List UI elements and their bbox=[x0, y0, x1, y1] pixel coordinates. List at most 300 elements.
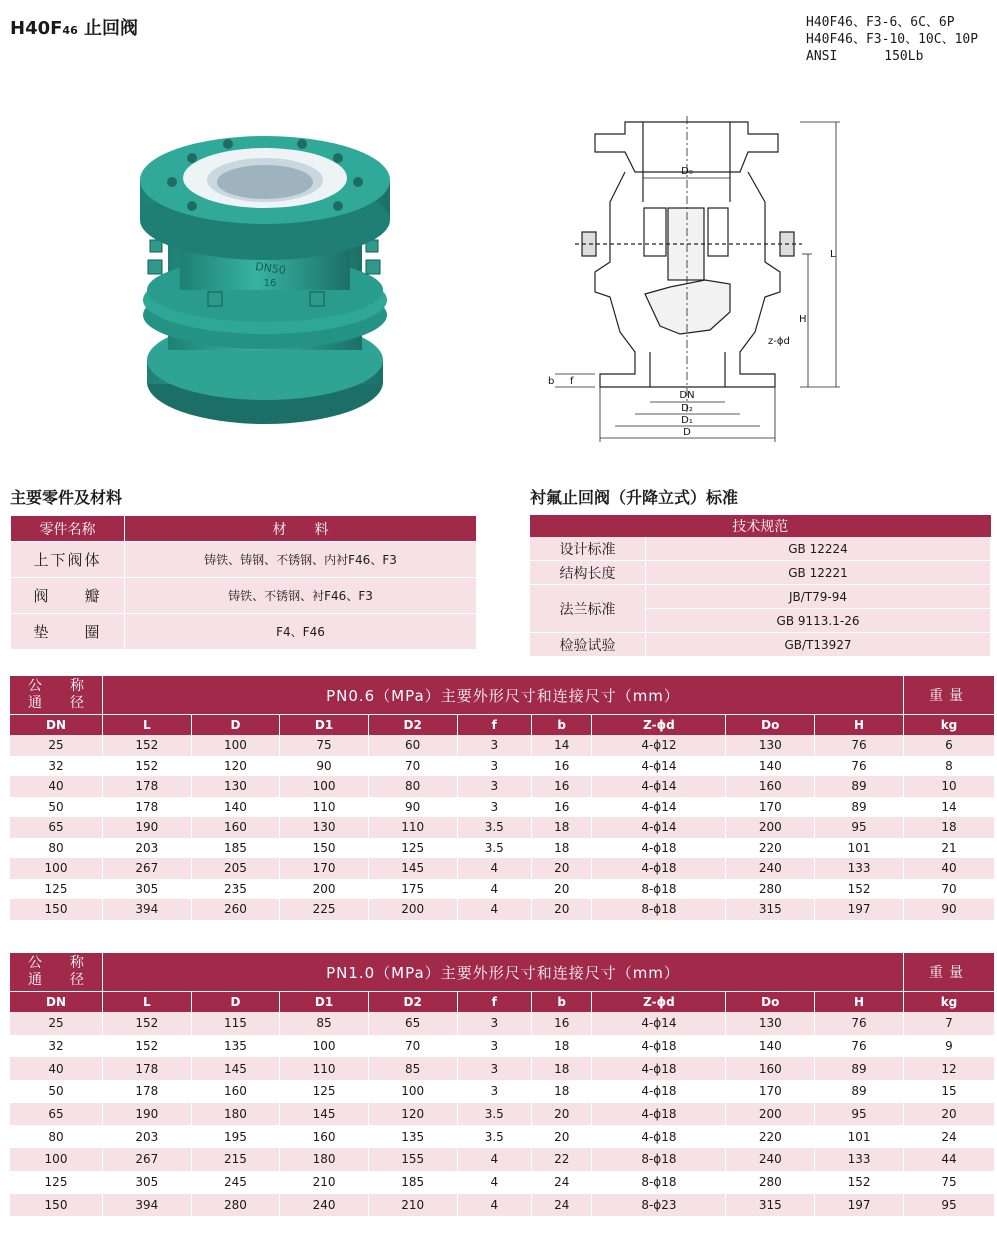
title-subscript: 46 bbox=[62, 24, 78, 37]
column-header: Do bbox=[726, 715, 815, 736]
table-cell: 178 bbox=[103, 797, 192, 818]
table-cell: 18 bbox=[532, 838, 592, 859]
table-cell: 280 bbox=[191, 1194, 280, 1217]
photo-pn-mark: 16 bbox=[263, 278, 277, 289]
dimension-table-pn06 bbox=[10, 676, 995, 920]
table-cell: 101 bbox=[815, 838, 904, 859]
table-cell: 4-ϕ18 bbox=[592, 1103, 726, 1126]
table-cell: 100 bbox=[191, 735, 280, 756]
table-cell: 40 bbox=[904, 858, 995, 879]
table-cell: 110 bbox=[280, 797, 369, 818]
table-cell: 120 bbox=[191, 756, 280, 777]
table-cell: 152 bbox=[103, 735, 192, 756]
table-row bbox=[10, 879, 995, 900]
table-cell: 3 bbox=[457, 735, 532, 756]
standards-section-title: 衬氟止回阀（升降立式）标准 bbox=[530, 488, 739, 507]
table-cell: 220 bbox=[726, 1125, 815, 1148]
table-cell: 260 bbox=[191, 899, 280, 920]
table-cell: 110 bbox=[368, 817, 457, 838]
table-cell: 100 bbox=[280, 1035, 369, 1058]
table-cell: 89 bbox=[815, 797, 904, 818]
parts-header-name: 零件名称 bbox=[11, 516, 125, 542]
model-list bbox=[806, 14, 978, 65]
table-cell: 3 bbox=[457, 776, 532, 797]
table-cell: 235 bbox=[191, 879, 280, 900]
column-header: L bbox=[103, 715, 192, 736]
table-cell: 160 bbox=[191, 817, 280, 838]
table-cell: 3.5 bbox=[457, 817, 532, 838]
table-cell: 8-ϕ18 bbox=[592, 1171, 726, 1194]
weight-header: 重量 bbox=[904, 953, 995, 992]
table-cell: 85 bbox=[280, 1012, 369, 1035]
parts-section-title: 主要零件及材料 bbox=[10, 488, 123, 507]
table-row bbox=[10, 797, 995, 818]
label-d2: D₂ bbox=[681, 403, 693, 414]
table-cell: 152 bbox=[815, 879, 904, 900]
label-h: H bbox=[799, 314, 807, 325]
parts-table bbox=[10, 515, 477, 650]
table-cell: 152 bbox=[103, 756, 192, 777]
table-row bbox=[10, 1012, 995, 1035]
table-cell: 3 bbox=[457, 756, 532, 777]
table-cell: 197 bbox=[815, 899, 904, 920]
table-cell: 16 bbox=[532, 797, 592, 818]
table-cell: 50 bbox=[10, 797, 103, 818]
table-row bbox=[10, 735, 995, 756]
table-cell: 240 bbox=[726, 1148, 815, 1171]
table-cell: 14 bbox=[904, 797, 995, 818]
table-cell: 80 bbox=[10, 838, 103, 859]
label-b: b bbox=[548, 376, 555, 387]
table-cell: 95 bbox=[904, 1194, 995, 1217]
table-cell: 4 bbox=[457, 1194, 532, 1217]
label-f: f bbox=[570, 376, 574, 387]
column-header: D1 bbox=[280, 992, 369, 1013]
table-cell: 200 bbox=[368, 899, 457, 920]
table-row bbox=[10, 858, 995, 879]
table-row bbox=[10, 1103, 995, 1126]
table-cell: 3.5 bbox=[457, 838, 532, 859]
label-zd: z-ϕd bbox=[768, 336, 790, 347]
part-material: F4、F46 bbox=[125, 614, 477, 650]
table-cell: 95 bbox=[815, 1103, 904, 1126]
column-header: L bbox=[103, 992, 192, 1013]
page-title bbox=[10, 14, 138, 40]
table-cell: 145 bbox=[280, 1103, 369, 1126]
table-cell: 3 bbox=[457, 1057, 532, 1080]
nominal-diameter-header bbox=[10, 676, 103, 715]
column-header: D1 bbox=[280, 715, 369, 736]
table-row bbox=[10, 899, 995, 920]
model-line: H40F46、F3-10、10C、10P bbox=[806, 32, 979, 47]
table-cell: 130 bbox=[726, 1012, 815, 1035]
title-suffix: 止回阀 bbox=[77, 18, 139, 39]
table-cell: 75 bbox=[904, 1171, 995, 1194]
table-cell: 8 bbox=[904, 756, 995, 777]
table-cell: 135 bbox=[191, 1035, 280, 1058]
table-cell: 3.5 bbox=[457, 1125, 532, 1148]
table-row bbox=[10, 1171, 995, 1194]
table-cell: 3 bbox=[457, 1012, 532, 1035]
column-header: b bbox=[532, 992, 592, 1013]
model-line: ANSI 150Lb bbox=[806, 49, 924, 64]
table-cell: 120 bbox=[368, 1103, 457, 1126]
table-cell: 65 bbox=[10, 817, 103, 838]
table-cell: 70 bbox=[368, 1035, 457, 1058]
table-cell: 180 bbox=[191, 1103, 280, 1126]
table-cell: 185 bbox=[368, 1171, 457, 1194]
table-cell: 20 bbox=[532, 879, 592, 900]
table-cell: 8-ϕ18 bbox=[592, 899, 726, 920]
table-cell: 245 bbox=[191, 1171, 280, 1194]
table-cell: 3.5 bbox=[457, 1103, 532, 1126]
table-cell: 267 bbox=[103, 1148, 192, 1171]
table-cell: 24 bbox=[532, 1171, 592, 1194]
table-cell: 170 bbox=[726, 1080, 815, 1103]
column-header: kg bbox=[904, 715, 995, 736]
table-cell: 16 bbox=[532, 1012, 592, 1035]
column-headers bbox=[10, 992, 995, 1013]
table-cell: 155 bbox=[368, 1148, 457, 1171]
table-cell: 160 bbox=[280, 1125, 369, 1148]
table-cell: 18 bbox=[532, 1035, 592, 1058]
table-row bbox=[11, 542, 477, 578]
table-row bbox=[530, 633, 991, 657]
standards-table bbox=[530, 515, 991, 657]
column-header: DN bbox=[10, 992, 103, 1013]
table-row bbox=[10, 1057, 995, 1080]
table-row bbox=[10, 1035, 995, 1058]
standard-value: GB 12224 bbox=[646, 537, 991, 561]
table-cell: 76 bbox=[815, 1012, 904, 1035]
table-cell: 101 bbox=[815, 1125, 904, 1148]
table-cell: 140 bbox=[726, 756, 815, 777]
table-cell: 89 bbox=[815, 1080, 904, 1103]
dimension-span-title: PN1.0（MPa）主要外形尺寸和连接尺寸（mm） bbox=[103, 953, 904, 992]
table-cell: 4-ϕ18 bbox=[592, 1080, 726, 1103]
table-cell: 145 bbox=[368, 858, 457, 879]
table-cell: 32 bbox=[10, 1035, 103, 1058]
table-cell: 18 bbox=[532, 1080, 592, 1103]
table-cell: 4 bbox=[457, 879, 532, 900]
table-row bbox=[10, 776, 995, 797]
label-d: D bbox=[683, 427, 691, 438]
table-cell: 76 bbox=[815, 756, 904, 777]
table-cell: 190 bbox=[103, 817, 192, 838]
column-header: D bbox=[191, 715, 280, 736]
table-cell: 22 bbox=[532, 1148, 592, 1171]
table-cell: 305 bbox=[103, 879, 192, 900]
table-cell: 152 bbox=[815, 1171, 904, 1194]
table-cell: 4-ϕ14 bbox=[592, 797, 726, 818]
column-header: D2 bbox=[368, 715, 457, 736]
standard-name: 检验试验 bbox=[530, 633, 646, 657]
table-cell: 76 bbox=[815, 1035, 904, 1058]
table-cell: 85 bbox=[368, 1057, 457, 1080]
column-headers bbox=[10, 715, 995, 736]
table-cell: 197 bbox=[815, 1194, 904, 1217]
table-cell: 140 bbox=[191, 797, 280, 818]
part-name: 阀 瓣 bbox=[11, 578, 125, 614]
table-cell: 210 bbox=[368, 1194, 457, 1217]
part-material: 铸铁、铸钢、不锈钢、内衬F46、F3 bbox=[125, 542, 477, 578]
table-cell: 65 bbox=[10, 1103, 103, 1126]
table-cell: 90 bbox=[368, 797, 457, 818]
table-cell: 89 bbox=[815, 1057, 904, 1080]
column-header: H bbox=[815, 992, 904, 1013]
table-cell: 315 bbox=[726, 899, 815, 920]
nominal-top: 公 称 bbox=[28, 678, 84, 694]
weight-header: 重量 bbox=[904, 676, 995, 715]
table-cell: 135 bbox=[368, 1125, 457, 1148]
table-cell: 205 bbox=[191, 858, 280, 879]
part-name: 上下阀体 bbox=[11, 542, 125, 578]
table-cell: 160 bbox=[191, 1080, 280, 1103]
standard-name: 设计标准 bbox=[530, 537, 646, 561]
table-cell: 100 bbox=[10, 1148, 103, 1171]
table-cell: 90 bbox=[280, 756, 369, 777]
table-row bbox=[530, 585, 991, 609]
column-header: Z-ϕd bbox=[592, 715, 726, 736]
standards-header: 技术规范 bbox=[530, 515, 991, 537]
table-cell: 125 bbox=[280, 1080, 369, 1103]
table-cell: 20 bbox=[532, 1125, 592, 1148]
table-row bbox=[10, 1080, 995, 1103]
part-material: 铸铁、不锈钢、衬F46、F3 bbox=[125, 578, 477, 614]
column-header: DN bbox=[10, 715, 103, 736]
table-cell: 8-ϕ23 bbox=[592, 1194, 726, 1217]
table-row bbox=[530, 537, 991, 561]
table-cell: 160 bbox=[726, 1057, 815, 1080]
table-cell: 65 bbox=[368, 1012, 457, 1035]
table-cell: 140 bbox=[726, 1035, 815, 1058]
dimension-body bbox=[10, 735, 995, 920]
table-cell: 170 bbox=[726, 797, 815, 818]
table-cell: 110 bbox=[280, 1057, 369, 1080]
table-cell: 4-ϕ18 bbox=[592, 1057, 726, 1080]
table-cell: 76 bbox=[815, 735, 904, 756]
photo-dn-mark: DN50 bbox=[254, 259, 287, 278]
table-cell: 70 bbox=[904, 879, 995, 900]
column-header: f bbox=[457, 992, 532, 1013]
table-cell: 95 bbox=[815, 817, 904, 838]
table-cell: 40 bbox=[10, 776, 103, 797]
table-cell: 200 bbox=[280, 879, 369, 900]
table-cell: 152 bbox=[103, 1012, 192, 1035]
table-cell: 14 bbox=[532, 735, 592, 756]
table-cell: 80 bbox=[368, 776, 457, 797]
table-row bbox=[10, 1125, 995, 1148]
column-header: b bbox=[532, 715, 592, 736]
table-cell: 185 bbox=[191, 838, 280, 859]
column-header: f bbox=[457, 715, 532, 736]
table-cell: 170 bbox=[280, 858, 369, 879]
table-cell: 24 bbox=[904, 1125, 995, 1148]
table-cell: 100 bbox=[10, 858, 103, 879]
table-cell: 18 bbox=[904, 817, 995, 838]
table-row bbox=[10, 1194, 995, 1217]
valve-photo bbox=[130, 120, 400, 440]
column-header: D bbox=[191, 992, 280, 1013]
table-cell: 267 bbox=[103, 858, 192, 879]
standard-name: 结构长度 bbox=[530, 561, 646, 585]
table-row bbox=[11, 614, 477, 650]
table-cell: 145 bbox=[191, 1057, 280, 1080]
dimension-table-pn10 bbox=[10, 953, 995, 1216]
table-cell: 7 bbox=[904, 1012, 995, 1035]
table-cell: 70 bbox=[368, 756, 457, 777]
standard-value: GB 12221 bbox=[646, 561, 991, 585]
table-cell: 40 bbox=[10, 1057, 103, 1080]
table-cell: 4-ϕ14 bbox=[592, 756, 726, 777]
table-cell: 10 bbox=[904, 776, 995, 797]
nominal-bottom: 通 径 bbox=[28, 695, 84, 711]
table-cell: 125 bbox=[10, 879, 103, 900]
label-l: L bbox=[830, 249, 836, 260]
table-cell: 8-ϕ18 bbox=[592, 1148, 726, 1171]
table-cell: 215 bbox=[191, 1148, 280, 1171]
table-row bbox=[10, 838, 995, 859]
table-cell: 195 bbox=[191, 1125, 280, 1148]
table-cell: 4-ϕ12 bbox=[592, 735, 726, 756]
table-cell: 50 bbox=[10, 1080, 103, 1103]
table-cell: 305 bbox=[103, 1171, 192, 1194]
table-cell: 280 bbox=[726, 879, 815, 900]
table-cell: 89 bbox=[815, 776, 904, 797]
table-cell: 20 bbox=[532, 1103, 592, 1126]
table-cell: 60 bbox=[368, 735, 457, 756]
table-cell: 100 bbox=[368, 1080, 457, 1103]
table-cell: 16 bbox=[532, 776, 592, 797]
table-cell: 115 bbox=[191, 1012, 280, 1035]
column-header: kg bbox=[904, 992, 995, 1013]
table-cell: 20 bbox=[532, 899, 592, 920]
table-row bbox=[10, 817, 995, 838]
column-header: Z-ϕd bbox=[592, 992, 726, 1013]
table-row bbox=[10, 1148, 995, 1171]
valve-section-drawing bbox=[540, 112, 840, 450]
model-line: H40F46、F3-6、6C、6P bbox=[806, 15, 955, 30]
table-row bbox=[530, 561, 991, 585]
label-d0: D₀ bbox=[681, 166, 693, 177]
table-cell: 4 bbox=[457, 858, 532, 879]
table-cell: 130 bbox=[191, 776, 280, 797]
table-cell: 280 bbox=[726, 1171, 815, 1194]
table-cell: 200 bbox=[726, 1103, 815, 1126]
table-cell: 3 bbox=[457, 797, 532, 818]
table-cell: 4 bbox=[457, 899, 532, 920]
standard-value: GB/T13927 bbox=[646, 633, 991, 657]
table-cell: 18 bbox=[532, 817, 592, 838]
title-prefix: H40F bbox=[10, 18, 63, 39]
table-cell: 150 bbox=[10, 1194, 103, 1217]
nominal-top: 公 称 bbox=[28, 955, 84, 971]
table-cell: 203 bbox=[103, 1125, 192, 1148]
table-cell: 175 bbox=[368, 879, 457, 900]
table-cell: 12 bbox=[904, 1057, 995, 1080]
table-cell: 21 bbox=[904, 838, 995, 859]
dimension-span-title: PN0.6（MPa）主要外形尺寸和连接尺寸（mm） bbox=[103, 676, 904, 715]
table-cell: 25 bbox=[10, 1012, 103, 1035]
table-cell: 75 bbox=[280, 735, 369, 756]
table-cell: 220 bbox=[726, 838, 815, 859]
table-cell: 20 bbox=[904, 1103, 995, 1126]
table-cell: 9 bbox=[904, 1035, 995, 1058]
table-cell: 25 bbox=[10, 735, 103, 756]
table-cell: 160 bbox=[726, 776, 815, 797]
column-header: D2 bbox=[368, 992, 457, 1013]
column-header: Do bbox=[726, 992, 815, 1013]
table-cell: 152 bbox=[103, 1035, 192, 1058]
table-cell: 4-ϕ18 bbox=[592, 858, 726, 879]
table-row bbox=[10, 756, 995, 777]
dimension-body bbox=[10, 1012, 995, 1216]
table-cell: 180 bbox=[280, 1148, 369, 1171]
table-cell: 6 bbox=[904, 735, 995, 756]
table-cell: 203 bbox=[103, 838, 192, 859]
standard-value: GB 9113.1-26 bbox=[646, 609, 991, 633]
table-cell: 178 bbox=[103, 1057, 192, 1080]
parts-header-material: 材 料 bbox=[125, 516, 477, 542]
table-cell: 315 bbox=[726, 1194, 815, 1217]
table-cell: 190 bbox=[103, 1103, 192, 1126]
table-cell: 4-ϕ14 bbox=[592, 817, 726, 838]
table-cell: 3 bbox=[457, 1035, 532, 1058]
column-header: H bbox=[815, 715, 904, 736]
nominal-bottom: 通 径 bbox=[28, 972, 84, 988]
table-cell: 125 bbox=[10, 1171, 103, 1194]
part-name: 垫 圈 bbox=[11, 614, 125, 650]
table-cell: 4-ϕ18 bbox=[592, 1125, 726, 1148]
label-dn: DN bbox=[679, 390, 695, 401]
table-cell: 178 bbox=[103, 1080, 192, 1103]
table-cell: 150 bbox=[10, 899, 103, 920]
table-cell: 240 bbox=[726, 858, 815, 879]
table-cell: 4 bbox=[457, 1171, 532, 1194]
table-cell: 8-ϕ18 bbox=[592, 879, 726, 900]
table-cell: 240 bbox=[280, 1194, 369, 1217]
table-cell: 80 bbox=[10, 1125, 103, 1148]
table-cell: 100 bbox=[280, 776, 369, 797]
table-cell: 150 bbox=[280, 838, 369, 859]
table-cell: 200 bbox=[726, 817, 815, 838]
table-cell: 4 bbox=[457, 1148, 532, 1171]
table-cell: 210 bbox=[280, 1171, 369, 1194]
table-cell: 225 bbox=[280, 899, 369, 920]
table-cell: 15 bbox=[904, 1080, 995, 1103]
table-row bbox=[11, 578, 477, 614]
table-cell: 20 bbox=[532, 858, 592, 879]
nominal-diameter-header bbox=[10, 953, 103, 992]
table-cell: 125 bbox=[368, 838, 457, 859]
table-cell: 90 bbox=[904, 899, 995, 920]
table-cell: 133 bbox=[815, 858, 904, 879]
table-cell: 32 bbox=[10, 756, 103, 777]
table-cell: 4-ϕ14 bbox=[592, 776, 726, 797]
table-cell: 4-ϕ18 bbox=[592, 1035, 726, 1058]
table-cell: 4-ϕ14 bbox=[592, 1012, 726, 1035]
table-cell: 18 bbox=[532, 1057, 592, 1080]
standard-name: 法兰标准 bbox=[530, 585, 646, 633]
label-d1: D₁ bbox=[681, 415, 693, 426]
table-cell: 133 bbox=[815, 1148, 904, 1171]
table-cell: 130 bbox=[280, 817, 369, 838]
table-cell: 178 bbox=[103, 776, 192, 797]
table-cell: 16 bbox=[532, 756, 592, 777]
table-cell: 44 bbox=[904, 1148, 995, 1171]
table-cell: 130 bbox=[726, 735, 815, 756]
table-cell: 24 bbox=[532, 1194, 592, 1217]
